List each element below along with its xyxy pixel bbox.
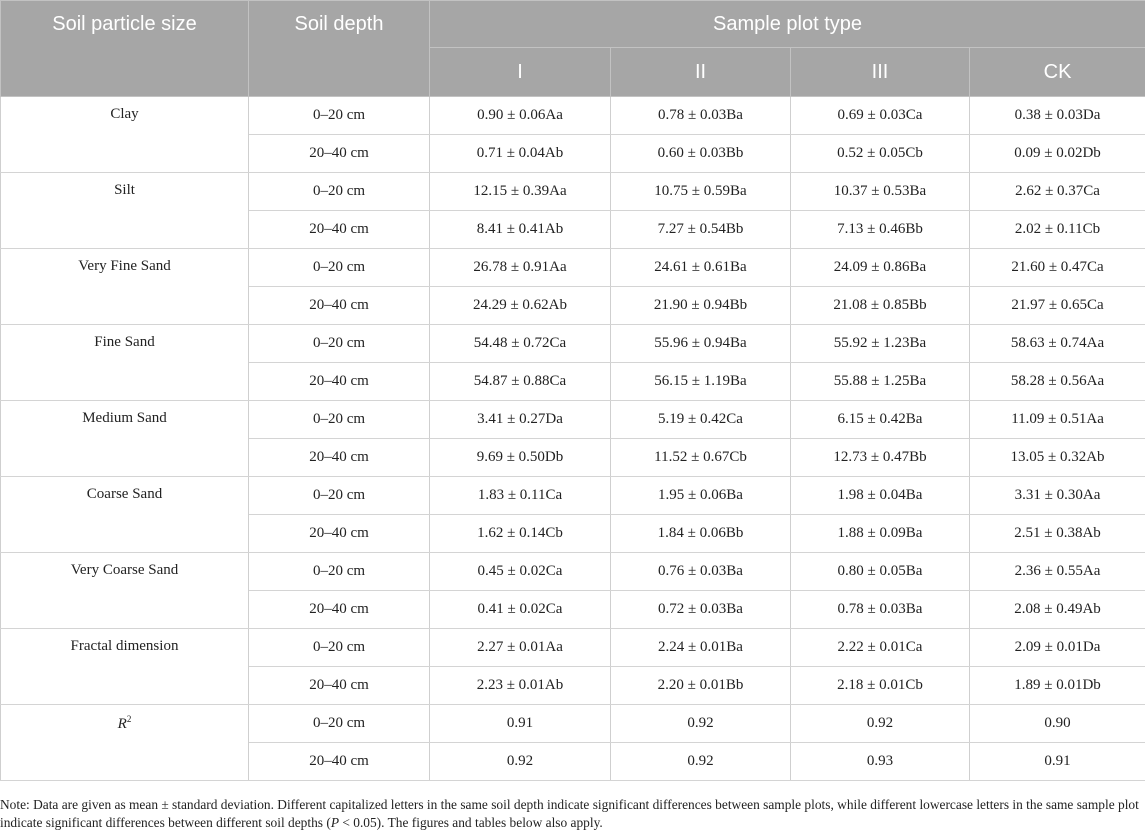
note-p-symbol: P bbox=[330, 815, 339, 830]
soil-depth-cell: 0–20 cm bbox=[249, 325, 430, 363]
value-cell: 0.91 bbox=[430, 705, 611, 743]
value-cell: 2.27 ± 0.01Aa bbox=[430, 629, 611, 667]
value-cell: 0.09 ± 0.02Db bbox=[970, 135, 1145, 173]
value-cell: 21.60 ± 0.47Ca bbox=[970, 249, 1145, 287]
value-cell: 11.09 ± 0.51Aa bbox=[970, 401, 1145, 439]
value-cell: 55.96 ± 0.94Ba bbox=[611, 325, 791, 363]
soil-depth-cell: 0–20 cm bbox=[249, 705, 430, 743]
value-cell: 0.93 bbox=[791, 743, 970, 781]
soil-depth-cell: 20–40 cm bbox=[249, 743, 430, 781]
value-cell: 2.08 ± 0.49Ab bbox=[970, 591, 1145, 629]
value-cell: 54.48 ± 0.72Ca bbox=[430, 325, 611, 363]
value-cell: 24.61 ± 0.61Ba bbox=[611, 249, 791, 287]
particle-size-cell bbox=[1, 97, 249, 173]
soil-depth-cell: 20–40 cm bbox=[249, 363, 430, 401]
value-cell: 55.88 ± 1.25Ba bbox=[791, 363, 970, 401]
soil-depth-cell: 0–20 cm bbox=[249, 553, 430, 591]
table-row bbox=[1, 629, 1145, 667]
header-plot-iii: III bbox=[791, 48, 970, 97]
superscript: 2 bbox=[126, 714, 132, 724]
value-cell: 2.22 ± 0.01Ca bbox=[791, 629, 970, 667]
value-cell: 0.71 ± 0.04Ab bbox=[430, 135, 611, 173]
table-row bbox=[1, 325, 1145, 363]
soil-depth-cell: 20–40 cm bbox=[249, 515, 430, 553]
header-soil-depth: Soil depth bbox=[249, 1, 430, 97]
particle-size-label: Very Fine Sand bbox=[78, 258, 171, 274]
value-cell: 1.88 ± 0.09Ba bbox=[791, 515, 970, 553]
value-cell: 0.76 ± 0.03Ba bbox=[611, 553, 791, 591]
soil-depth-cell: 20–40 cm bbox=[249, 667, 430, 705]
value-cell: 2.18 ± 0.01Cb bbox=[791, 667, 970, 705]
value-cell: 55.92 ± 1.23Ba bbox=[791, 325, 970, 363]
particle-size-label: R bbox=[117, 716, 127, 732]
soil-depth-cell: 0–20 cm bbox=[249, 97, 430, 135]
particle-size-label: Fine Sand bbox=[94, 334, 155, 350]
value-cell: 2.62 ± 0.37Ca bbox=[970, 173, 1145, 211]
value-cell: 3.41 ± 0.27Da bbox=[430, 401, 611, 439]
value-cell: 0.90 bbox=[970, 705, 1145, 743]
header-sample-plot-type: Sample plot type bbox=[430, 1, 1145, 48]
soil-depth-cell: 20–40 cm bbox=[249, 287, 430, 325]
value-cell: 0.92 bbox=[791, 705, 970, 743]
value-cell: 2.24 ± 0.01Ba bbox=[611, 629, 791, 667]
value-cell: 6.15 ± 0.42Ba bbox=[791, 401, 970, 439]
note-text-1: Note: Data are given as mean ± standard deviation. Different capitalized letters in the same soil depth indicate significant differences between sample plots, while different lowercase letters in the same sample plot indicate significant differences between different soil depths ( bbox=[0, 797, 1139, 830]
particle-size-cell bbox=[1, 477, 249, 553]
value-cell: 8.41 ± 0.41Ab bbox=[430, 211, 611, 249]
soil-depth-cell: 0–20 cm bbox=[249, 249, 430, 287]
value-cell: 0.90 ± 0.06Aa bbox=[430, 97, 611, 135]
value-cell: 58.63 ± 0.74Aa bbox=[970, 325, 1145, 363]
value-cell: 0.80 ± 0.05Ba bbox=[791, 553, 970, 591]
value-cell: 0.60 ± 0.03Bb bbox=[611, 135, 791, 173]
value-cell: 54.87 ± 0.88Ca bbox=[430, 363, 611, 401]
value-cell: 0.72 ± 0.03Ba bbox=[611, 591, 791, 629]
value-cell: 1.95 ± 0.06Ba bbox=[611, 477, 791, 515]
value-cell: 56.15 ± 1.19Ba bbox=[611, 363, 791, 401]
note-text-2: < 0.05). The figures and tables below also apply. bbox=[339, 815, 603, 830]
table-row bbox=[1, 173, 1145, 211]
value-cell: 24.09 ± 0.86Ba bbox=[791, 249, 970, 287]
value-cell: 1.84 ± 0.06Bb bbox=[611, 515, 791, 553]
particle-size-label: Fractal dimension bbox=[70, 638, 179, 654]
value-cell: 10.75 ± 0.59Ba bbox=[611, 173, 791, 211]
value-cell: 2.09 ± 0.01Da bbox=[970, 629, 1145, 667]
soil-depth-cell: 0–20 cm bbox=[249, 629, 430, 667]
particle-size-cell bbox=[1, 249, 249, 325]
particle-size-cell bbox=[1, 173, 249, 249]
value-cell: 13.05 ± 0.32Ab bbox=[970, 439, 1145, 477]
soil-depth-cell: 20–40 cm bbox=[249, 211, 430, 249]
soil-depth-cell: 0–20 cm bbox=[249, 401, 430, 439]
value-cell: 2.51 ± 0.38Ab bbox=[970, 515, 1145, 553]
soil-depth-cell: 20–40 cm bbox=[249, 135, 430, 173]
table-row bbox=[1, 97, 1145, 135]
value-cell: 0.92 bbox=[430, 743, 611, 781]
value-cell: 1.89 ± 0.01Db bbox=[970, 667, 1145, 705]
particle-size-label: Silt bbox=[114, 182, 135, 198]
table-row bbox=[1, 401, 1145, 439]
particle-size-cell bbox=[1, 325, 249, 401]
value-cell: 1.98 ± 0.04Ba bbox=[791, 477, 970, 515]
value-cell: 3.31 ± 0.30Aa bbox=[970, 477, 1145, 515]
value-cell: 24.29 ± 0.62Ab bbox=[430, 287, 611, 325]
particle-size-cell bbox=[1, 553, 249, 629]
value-cell: 0.91 bbox=[970, 743, 1145, 781]
value-cell: 2.02 ± 0.11Cb bbox=[970, 211, 1145, 249]
value-cell: 9.69 ± 0.50Db bbox=[430, 439, 611, 477]
value-cell: 2.23 ± 0.01Ab bbox=[430, 667, 611, 705]
soil-depth-cell: 0–20 cm bbox=[249, 173, 430, 211]
table-row bbox=[1, 705, 1145, 743]
value-cell: 12.15 ± 0.39Aa bbox=[430, 173, 611, 211]
value-cell: 21.90 ± 0.94Bb bbox=[611, 287, 791, 325]
particle-size-cell bbox=[1, 401, 249, 477]
particle-size-cell bbox=[1, 629, 249, 705]
header-plot-i: I bbox=[430, 48, 611, 97]
value-cell: 0.52 ± 0.05Cb bbox=[791, 135, 970, 173]
particle-size-label: Coarse Sand bbox=[86, 486, 163, 502]
value-cell: 7.13 ± 0.46Bb bbox=[791, 211, 970, 249]
value-cell: 5.19 ± 0.42Ca bbox=[611, 401, 791, 439]
value-cell: 1.83 ± 0.11Ca bbox=[430, 477, 611, 515]
particle-size-label: Clay bbox=[110, 106, 139, 122]
value-cell: 58.28 ± 0.56Aa bbox=[970, 363, 1145, 401]
particle-size-label: Medium Sand bbox=[82, 410, 167, 426]
value-cell: 11.52 ± 0.67Cb bbox=[611, 439, 791, 477]
value-cell: 2.36 ± 0.55Aa bbox=[970, 553, 1145, 591]
value-cell: 0.92 bbox=[611, 743, 791, 781]
value-cell: 21.08 ± 0.85Bb bbox=[791, 287, 970, 325]
header-plot-ck: CK bbox=[970, 48, 1145, 97]
particle-size-cell bbox=[1, 705, 249, 781]
value-cell: 0.45 ± 0.02Ca bbox=[430, 553, 611, 591]
soil-depth-cell: 20–40 cm bbox=[249, 439, 430, 477]
table-row bbox=[1, 249, 1145, 287]
soil-depth-cell: 0–20 cm bbox=[249, 477, 430, 515]
table-row bbox=[1, 553, 1145, 591]
value-cell: 21.97 ± 0.65Ca bbox=[970, 287, 1145, 325]
value-cell: 0.69 ± 0.03Ca bbox=[791, 97, 970, 135]
soil-depth-cell: 20–40 cm bbox=[249, 591, 430, 629]
value-cell: 0.38 ± 0.03Da bbox=[970, 97, 1145, 135]
value-cell: 0.92 bbox=[611, 705, 791, 743]
table-row bbox=[1, 477, 1145, 515]
value-cell: 0.41 ± 0.02Ca bbox=[430, 591, 611, 629]
value-cell: 7.27 ± 0.54Bb bbox=[611, 211, 791, 249]
value-cell: 1.62 ± 0.14Cb bbox=[430, 515, 611, 553]
value-cell: 0.78 ± 0.03Ba bbox=[791, 591, 970, 629]
value-cell: 2.20 ± 0.01Bb bbox=[611, 667, 791, 705]
value-cell: 0.78 ± 0.03Ba bbox=[611, 97, 791, 135]
table-footnote bbox=[0, 796, 1140, 832]
header-soil-particle-size: Soil particle size bbox=[1, 1, 249, 97]
particle-size-label: Very Coarse Sand bbox=[70, 562, 179, 578]
header-plot-ii: II bbox=[611, 48, 791, 97]
value-cell: 12.73 ± 0.47Bb bbox=[791, 439, 970, 477]
value-cell: 10.37 ± 0.53Ba bbox=[791, 173, 970, 211]
value-cell: 26.78 ± 0.91Aa bbox=[430, 249, 611, 287]
